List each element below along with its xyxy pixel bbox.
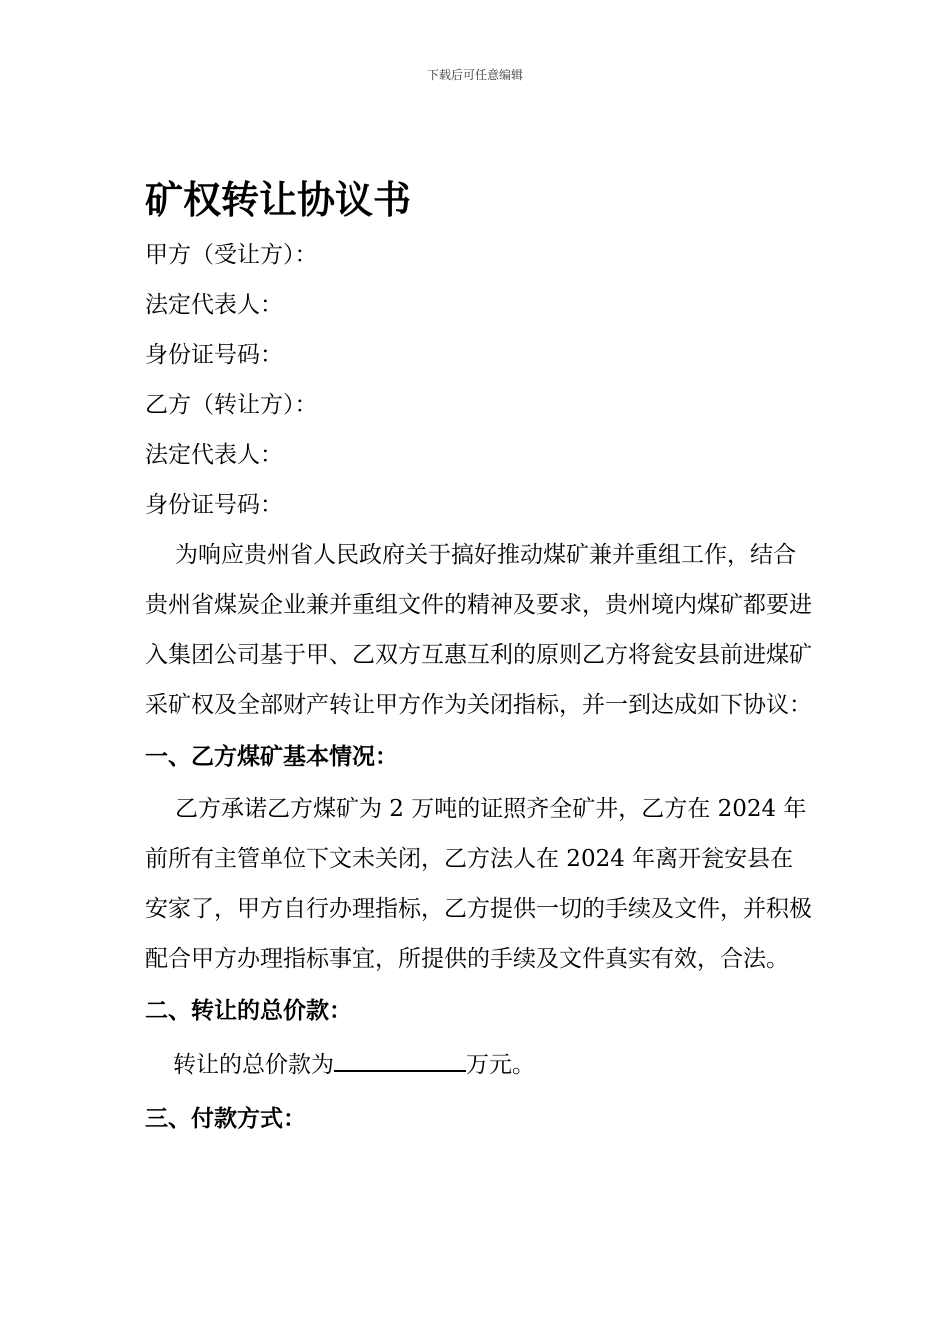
section-1-heading: 一、乙方煤矿基本情况：	[145, 744, 398, 770]
header-note: 下载后可任意编辑	[426, 68, 523, 82]
party-b-id-label: 身份证号码：	[145, 492, 283, 518]
price-blank-field[interactable]	[334, 1044, 466, 1072]
party-b-representative-label: 法定代表人：	[145, 442, 283, 468]
party-a-representative-label: 法定代表人：	[145, 292, 283, 318]
price-line	[145, 1038, 835, 1092]
party-a-label: 甲方（受让方）：	[145, 242, 318, 268]
section-1-body: 乙方承诺乙方煤矿为 2 万吨的证照齐全矿井，乙方在 2024 年前所有主管单位下文未关闭，乙方法人在 2024 年离开瓮安县在 安家了，甲方自行办理指标，乙方提供一切的手续及文件，并积极配合甲方办理指标事宜，所提供的手续及文件真实有效，合法。	[145, 796, 817, 972]
preamble-paragraph: 为响应贵州省人民政府关于搞好推动煤矿兼并重组工作，结合贵州省煤炭企业兼并重组文件的精神及要求，贵州境内煤矿都要进入集团公司基于甲、乙双方互惠互利的原则乙方将瓮安县前进煤矿采矿权及全部财产转让甲方作为关闭指标，并一到达成如下协议：	[145, 542, 812, 718]
price-prefix: 转让的总价款为	[173, 1052, 334, 1078]
price-suffix: 万元。	[466, 1052, 535, 1078]
document-title: 矿权转让协议书	[145, 178, 412, 222]
section-3-heading: 三、付款方式：	[145, 1106, 306, 1132]
party-a-id-label: 身份证号码：	[145, 342, 283, 368]
party-b-label: 乙方（转让方）：	[145, 392, 318, 418]
document-body	[145, 170, 835, 1146]
section-2-heading: 二、转让的总价款：	[145, 998, 352, 1024]
